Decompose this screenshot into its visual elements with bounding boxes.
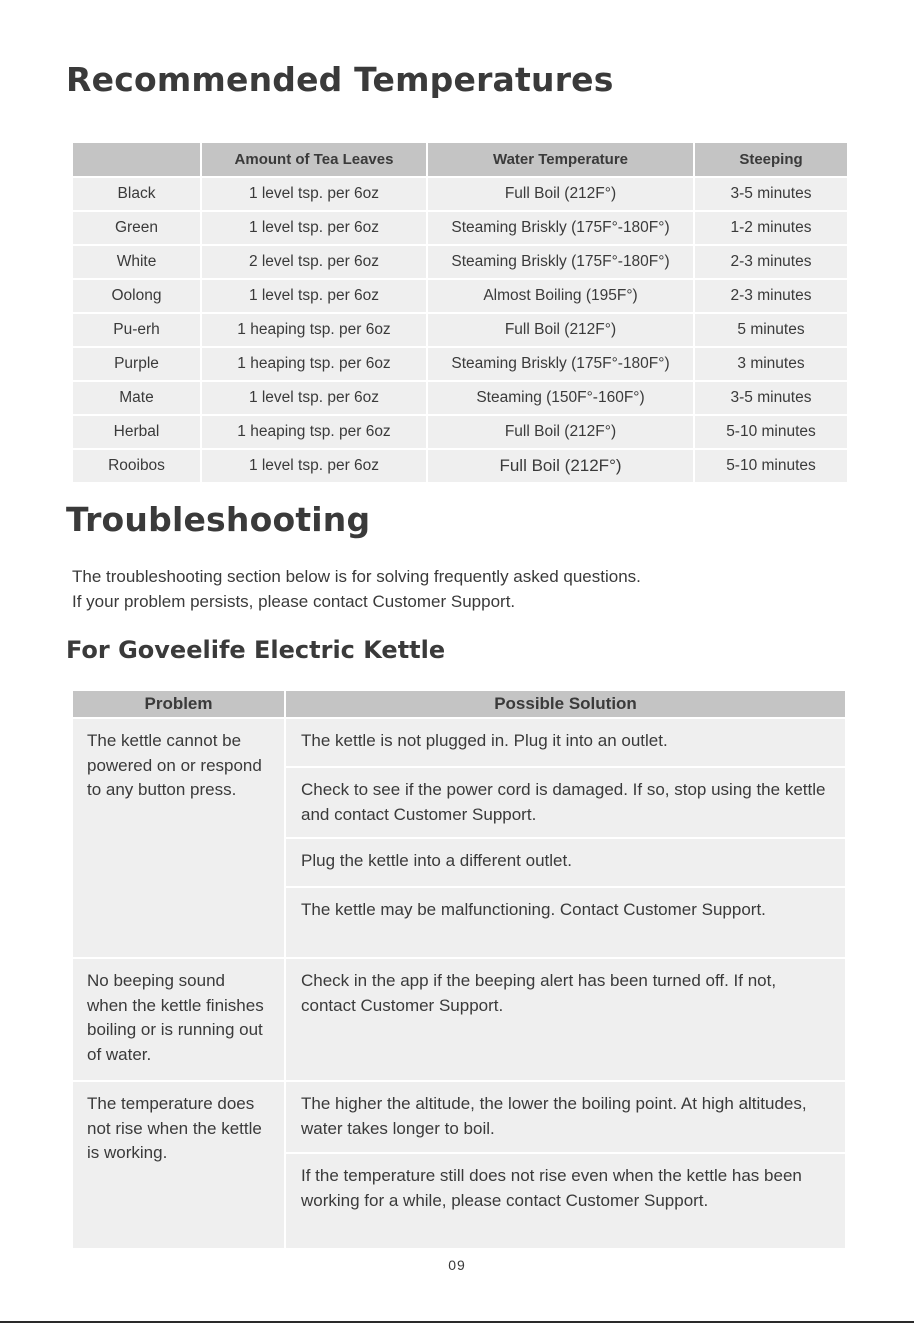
tea-type-cell: Oolong bbox=[73, 280, 200, 312]
table-row bbox=[73, 314, 847, 346]
tea-type-cell: Pu-erh bbox=[73, 314, 200, 346]
temperature-cell: Almost Boiling (195F°) bbox=[428, 280, 693, 312]
solution-cell: The kettle is not plugged in. Plug it into an outlet. bbox=[286, 719, 845, 766]
amount-cell: 1 level tsp. per 6oz bbox=[202, 212, 426, 244]
table-row bbox=[73, 450, 847, 482]
steeping-cell: 3-5 minutes bbox=[695, 382, 847, 414]
table-row bbox=[73, 382, 847, 414]
tea-type-cell: Black bbox=[73, 178, 200, 210]
temperature-table-header bbox=[73, 143, 847, 176]
table-row bbox=[73, 719, 845, 766]
intro-line: If your problem persists, please contact Customer Support. bbox=[72, 592, 516, 611]
steeping-cell: 5-10 minutes bbox=[695, 450, 847, 482]
tea-type-cell: Green bbox=[73, 212, 200, 244]
temperature-cell: Steaming (150F°-160F°) bbox=[428, 382, 693, 414]
header-possible-solution: Possible Solution bbox=[286, 691, 845, 717]
solution-cell: The higher the altitude, the lower the boiling point. At high altitudes, water takes longer to boil. bbox=[286, 1082, 845, 1152]
temperature-cell: Full Boil (212F°) bbox=[428, 178, 693, 210]
amount-cell: 1 heaping tsp. per 6oz bbox=[202, 314, 426, 346]
tea-type-cell: Mate bbox=[73, 382, 200, 414]
temperature-table bbox=[71, 141, 849, 484]
table-row bbox=[73, 1082, 845, 1152]
table-row bbox=[73, 959, 845, 1080]
amount-cell: 1 heaping tsp. per 6oz bbox=[202, 348, 426, 380]
troubleshooting-intro bbox=[72, 564, 872, 614]
temperature-cell: Steaming Briskly (175F°-180F°) bbox=[428, 246, 693, 278]
tea-type-cell: Purple bbox=[73, 348, 200, 380]
temperature-cell: Steaming Briskly (175F°-180F°) bbox=[428, 348, 693, 380]
intro-line: The troubleshooting section below is for solving frequently asked questions. bbox=[72, 567, 641, 586]
header-problem: Problem bbox=[73, 691, 284, 717]
amount-cell: 1 level tsp. per 6oz bbox=[202, 280, 426, 312]
solution-cell: If the temperature still does not rise even when the kettle has been working for a while, please contact Customer Support. bbox=[286, 1154, 845, 1248]
tea-type-cell: White bbox=[73, 246, 200, 278]
steeping-cell: 3-5 minutes bbox=[695, 178, 847, 210]
problem-cell: The kettle cannot be powered on or respond to any button press. bbox=[73, 719, 284, 957]
amount-cell: 1 level tsp. per 6oz bbox=[202, 450, 426, 482]
recommended-temperatures-title: Recommended Temperatures bbox=[66, 60, 614, 99]
kettle-subtitle: For Goveelife Electric Kettle bbox=[66, 636, 446, 664]
header-tea-type bbox=[73, 143, 200, 176]
header-water-temperature: Water Temperature bbox=[428, 143, 693, 176]
table-row bbox=[73, 212, 847, 244]
troubleshooting-table-header bbox=[73, 691, 845, 717]
amount-cell: 1 level tsp. per 6oz bbox=[202, 178, 426, 210]
steeping-cell: 3 minutes bbox=[695, 348, 847, 380]
solution-cell: Plug the kettle into a different outlet. bbox=[286, 839, 845, 886]
steeping-cell: 1-2 minutes bbox=[695, 212, 847, 244]
amount-cell: 2 level tsp. per 6oz bbox=[202, 246, 426, 278]
table-row bbox=[73, 178, 847, 210]
temperature-cell: Full Boil (212F°) bbox=[428, 416, 693, 448]
solution-cell: The kettle may be malfunctioning. Contact Customer Support. bbox=[286, 888, 845, 957]
amount-cell: 1 heaping tsp. per 6oz bbox=[202, 416, 426, 448]
tea-type-cell: Herbal bbox=[73, 416, 200, 448]
table-row bbox=[73, 348, 847, 380]
header-amount: Amount of Tea Leaves bbox=[202, 143, 426, 176]
steeping-cell: 5-10 minutes bbox=[695, 416, 847, 448]
table-row bbox=[73, 246, 847, 278]
temperature-cell: Steaming Briskly (175F°-180F°) bbox=[428, 212, 693, 244]
header-steeping: Steeping bbox=[695, 143, 847, 176]
table-row bbox=[73, 280, 847, 312]
bottom-divider bbox=[0, 1321, 914, 1323]
tea-type-cell: Rooibos bbox=[73, 450, 200, 482]
steeping-cell: 2-3 minutes bbox=[695, 280, 847, 312]
temperature-cell: Full Boil (212F°) bbox=[428, 314, 693, 346]
troubleshooting-table bbox=[71, 689, 847, 1250]
troubleshooting-title: Troubleshooting bbox=[66, 500, 371, 539]
page-number: 09 bbox=[448, 1257, 466, 1273]
steeping-cell: 5 minutes bbox=[695, 314, 847, 346]
problem-cell: No beeping sound when the kettle finishes boiling or is running out of water. bbox=[73, 959, 284, 1080]
solution-cell: Check to see if the power cord is damaged. If so, stop using the kettle and contact Customer Support. bbox=[286, 768, 845, 837]
steeping-cell: 2-3 minutes bbox=[695, 246, 847, 278]
amount-cell: 1 level tsp. per 6oz bbox=[202, 382, 426, 414]
solution-cell: Check in the app if the beeping alert has been turned off. If not, contact Customer Support. bbox=[286, 959, 845, 1080]
temperature-cell: Full Boil (212F°) bbox=[428, 450, 693, 482]
problem-cell: The temperature does not rise when the kettle is working. bbox=[73, 1082, 284, 1248]
table-row bbox=[73, 416, 847, 448]
